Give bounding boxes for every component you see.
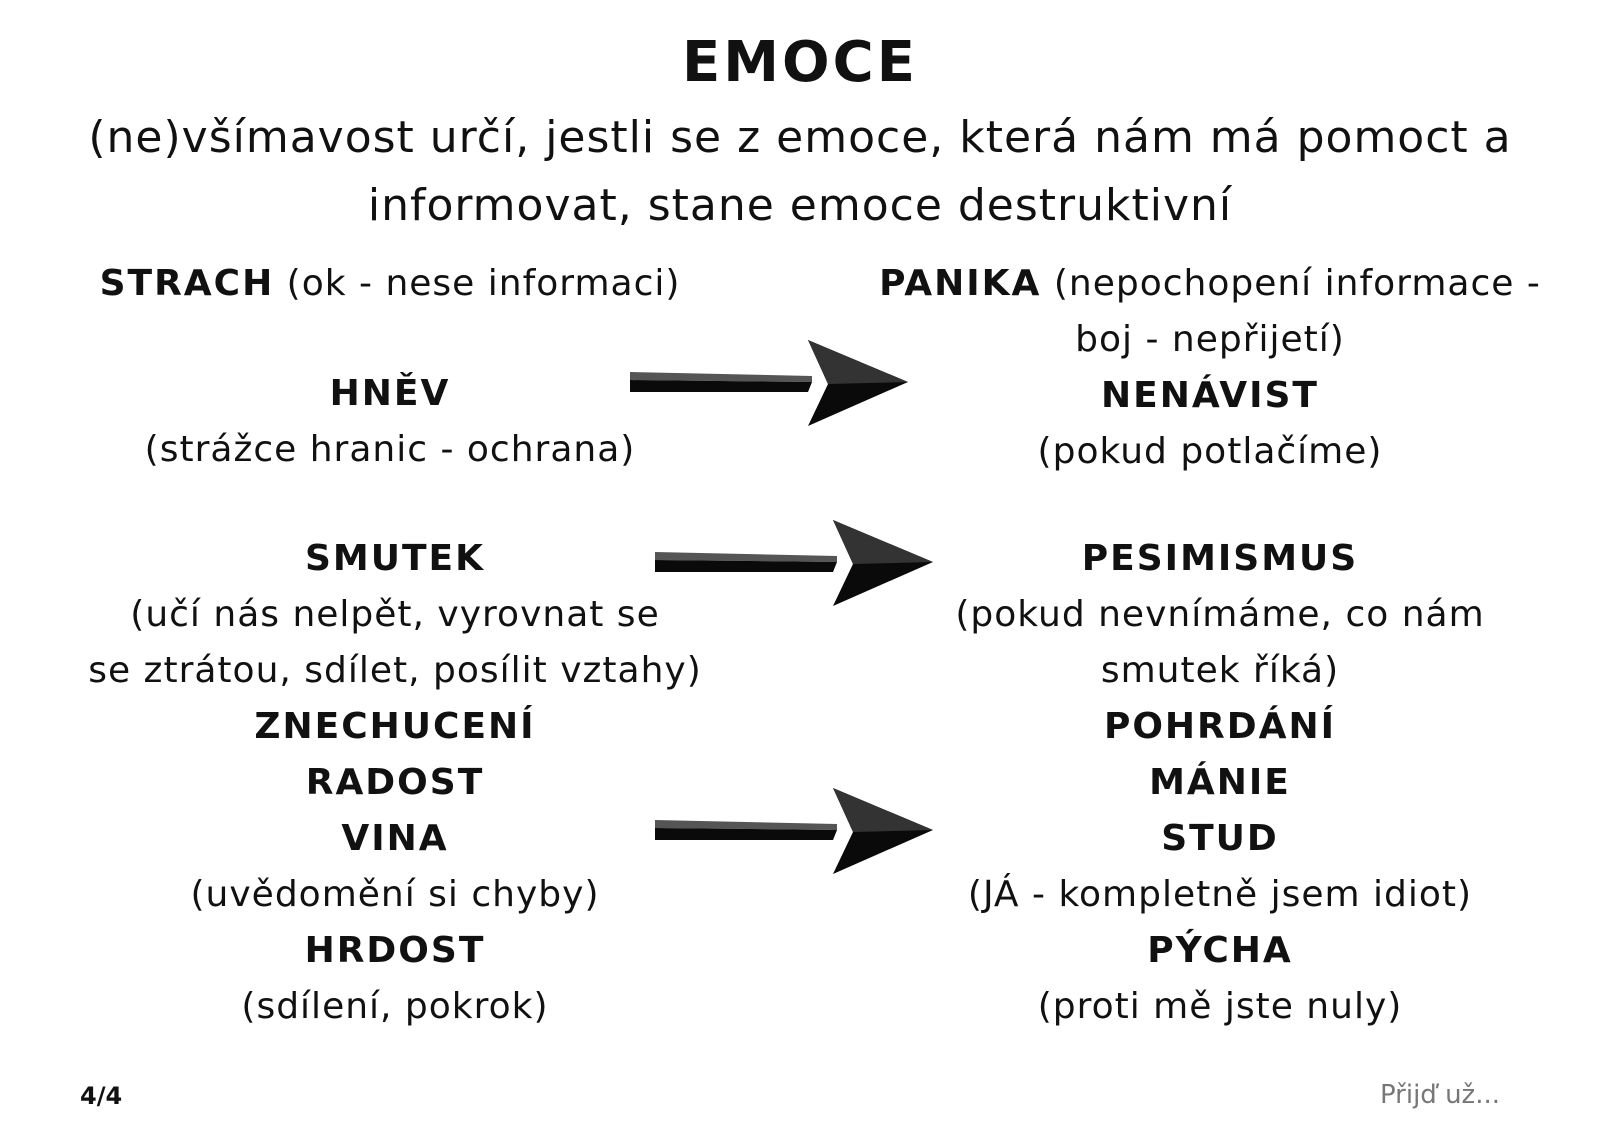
term-hrdost: HRDOST [304, 930, 486, 971]
note-stud: (JÁ - kompletně jsem idiot) [967, 874, 1473, 915]
term-pycha: PÝCHA [1147, 930, 1293, 971]
emotion-pesimismus [900, 531, 1540, 1035]
term-strach: STRACH [99, 263, 275, 304]
note-pesimismus-line-1: (pokud nevnímáme, co nám [955, 594, 1485, 635]
note-panika-line-2: boj - nepřijetí) [1075, 319, 1345, 360]
term-pohrdani: POHRDÁNÍ [1103, 706, 1337, 747]
term-nenavist: NENÁVIST [1100, 375, 1319, 416]
emotion-strach [60, 256, 720, 312]
emotion-panika [850, 256, 1570, 480]
term-radost: RADOST [305, 762, 485, 803]
term-panika: PANIKA [879, 263, 1042, 304]
note-smutek-line-1: (učí nás nelpět, vyrovnat se [130, 594, 660, 635]
term-smutek: SMUTEK [304, 538, 486, 579]
term-hnev: HNĚV [329, 373, 451, 414]
note-nenavist: (pokud potlačíme) [1037, 431, 1383, 472]
page-number: 4/4 [80, 1082, 123, 1110]
note-hnev: (strážce hranic - ochrana) [144, 429, 636, 470]
note-pesimismus-line-2: smutek říká) [1100, 650, 1340, 691]
term-manie: MÁNIE [1149, 762, 1291, 803]
subtitle-line-2: informovat, stane emoce destruktivní [367, 180, 1233, 231]
arrow-right-icon [655, 520, 945, 614]
term-znechuceni: ZNECHUCENÍ [254, 706, 536, 747]
note-strach: (ok - nese informaci) [286, 263, 681, 304]
page-subtitle [40, 104, 1560, 240]
emotion-hnev [60, 366, 720, 478]
page-title: EMOCE [682, 30, 918, 95]
term-vina: VINA [341, 818, 449, 859]
note-pycha: (proti mě jste nuly) [1037, 986, 1403, 1027]
arrow-right-icon [655, 788, 945, 882]
term-stud: STUD [1161, 818, 1279, 859]
note-hrdost: (sdílení, pokrok) [241, 986, 549, 1027]
subtitle-line-1: (ne)všímavost určí, jestli se z emoce, která nám má pomoct a [88, 112, 1512, 163]
term-pesimismus: PESIMISMUS [1081, 538, 1359, 579]
footer-tagline: Přijď už... [1379, 1080, 1500, 1110]
note-smutek-line-2: se ztrátou, sdílet, posílit vztahy) [88, 650, 702, 691]
arrow-right-icon [630, 340, 920, 434]
note-vina: (uvědomění si chyby) [190, 874, 600, 915]
note-panika-line-1: (nepochopení informace - [1053, 263, 1541, 304]
emotion-smutek [60, 531, 730, 1035]
